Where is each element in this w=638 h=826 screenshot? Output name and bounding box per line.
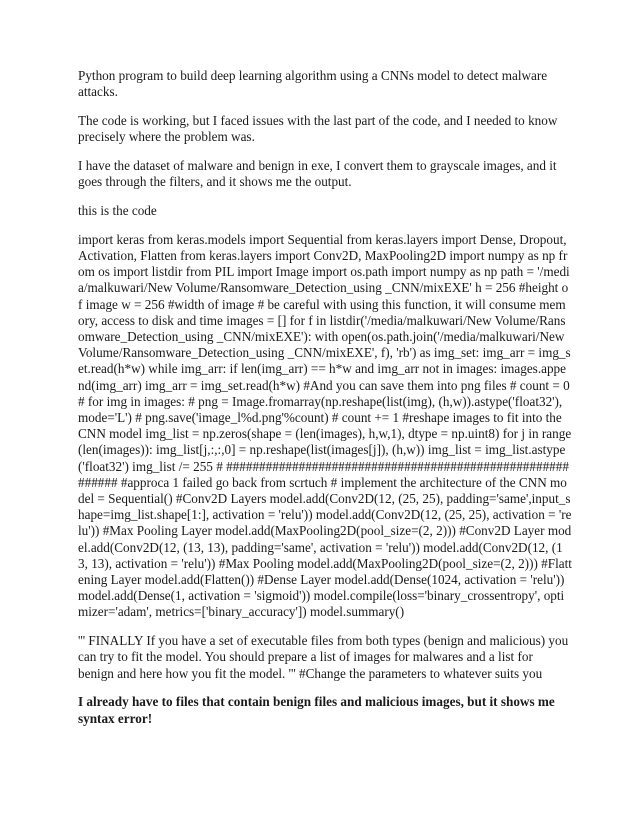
- finally-paragraph: ''' FINALLY If you have a set of executable files from both types (benign and malicious) you can try to fit the model. You should prepare a list of images for malwares and a list for benign and here how you fit the model. ''' #Change the parameters to whatever suits you: [78, 633, 569, 681]
- code-intro-paragraph: this is the code: [78, 203, 157, 218]
- document-page: [78, 68, 572, 739]
- intro-paragraph: Python program to build deep learning algorithm using a CNNs model to detect malware attacks.: [78, 68, 548, 100]
- problem-paragraph: The code is working, but I faced issues with the last part of the code, and I needed to know precisely where the problem was.: [78, 113, 558, 145]
- dataset-paragraph: I have the dataset of malware and benign in exe, I convert them to grayscale images, and it goes through the filters, and it shows me the output.: [78, 158, 557, 190]
- error-paragraph: I already have to files that contain benign files and malicious images, but it shows me syntax error!: [78, 694, 555, 726]
- code-paragraph: import keras from keras.models import Sequential from keras.layers import Dense, Dropout, Activation, Flatten from keras.layers import Conv2D, MaxPooling2D import numpy as np from os import listdir from PIL import Image import os.path import numpy as np path = '/media/malkuwari/New Volume/Ransomware_Detection_using _CNN/mixEXE' h = 256 #height of image w = 256 #width of image # be careful with using this function, it will consume memory, access to disk and time images = [] for f in listdir('/media/malkuwari/New Volume/Ransomware_Detection_using _CNN/mixEXE'): with open(os.path.join('/media/malkuwari/New Volume/Ransomware_Detection_using _CNN/mixEXE', f), 'rb') as img_set: img_arr = img_set.read(h*w) while img_arr: if len(img_arr) == h*w and img_arr not in images: images.append(img_arr) img_arr = img_set.read(h*w) #And you can save them into png files # count = 0 # for img in images: # png = Image.fromarray(np.reshape(list(img), (h,w)).astype('float32'), mode='L') # png.save('image_l%d.png'%count) # count += 1 #reshape images to fit into the CNN model img_list = np.zeros(shape = (len(images), h,w,1), dtype = np.uint8) for j in range(len(images)): img_list[j,:,:,0] = np.reshape(list(images[j]), (h,w)) img_list = img_list.astype('float32') img_list /= 255 # ########################################################## #approca 1 failed go back from scrtuch # implement the architecture of the CNN model = Sequential() #Conv2D Layers model.add(Conv2D(12, (25, 25), padding='same',input_shape=img_list.shape[1:], activation = 'relu')) model.add(Conv2D(12, (25, 25), activation = 'relu')) #Max Pooling Layer model.add(MaxPooling2D(pool_size=(2, 2))) #Conv2D Layer model.add(Conv2D(12, (13, 13), padding='same', activation = 'relu')) model.add(Conv2D(12, (13, 13), activation = 'relu')) #Max Pooling model.add(MaxPooling2D(pool_size=(2, 2))) #Flattening Layer model.add(Flatten()) #Dense Layer model.add(Dense(1024, activation = 'relu')) model.add(Dense(1, activation = 'sigmoid')) model.compile(loss='binary_crossentropy', optimizer='adam', metrics=['binary_accuracy']) model.summary(): [78, 231, 572, 620]
